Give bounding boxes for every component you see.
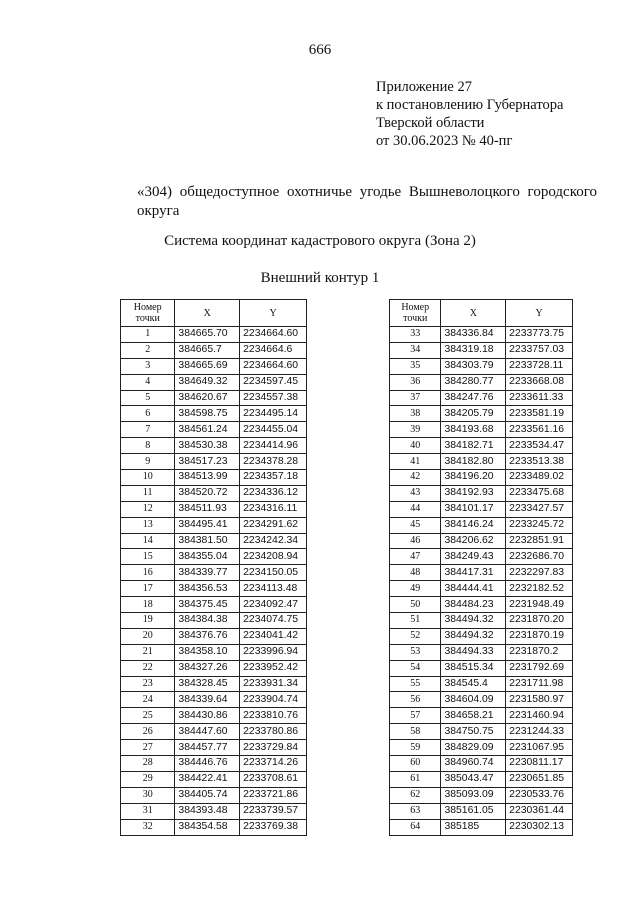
point-number-cell: 19 bbox=[121, 613, 175, 629]
x-cell: 384182.80 bbox=[441, 454, 506, 470]
y-cell: 2233668.08 bbox=[506, 374, 573, 390]
coordinate-system-title: Система координат кадастрового округа (Зона 2) bbox=[164, 233, 476, 249]
x-cell: 384494.32 bbox=[441, 628, 506, 644]
point-number-cell: 52 bbox=[390, 628, 441, 644]
y-cell: 2233708.61 bbox=[240, 771, 307, 787]
point-number-cell: 46 bbox=[390, 533, 441, 549]
y-cell: 2233996.94 bbox=[240, 644, 307, 660]
point-number-cell: 37 bbox=[390, 390, 441, 406]
x-cell: 384336.84 bbox=[441, 327, 506, 343]
table-row bbox=[121, 740, 307, 756]
x-cell: 384665.69 bbox=[175, 358, 240, 374]
table-row bbox=[390, 597, 573, 613]
x-cell: 384457.77 bbox=[175, 740, 240, 756]
x-cell: 384417.31 bbox=[441, 565, 506, 581]
point-number-cell: 28 bbox=[121, 756, 175, 772]
y-cell: 2234336.12 bbox=[240, 485, 307, 501]
y-cell: 2234041.42 bbox=[240, 628, 307, 644]
y-cell: 2233780.86 bbox=[240, 724, 307, 740]
table-row bbox=[121, 787, 307, 803]
point-number-cell: 35 bbox=[390, 358, 441, 374]
x-cell: 384358.10 bbox=[175, 644, 240, 660]
y-cell: 2233561.16 bbox=[506, 422, 573, 438]
y-cell: 2234664.6 bbox=[240, 342, 307, 358]
point-number-cell: 11 bbox=[121, 485, 175, 501]
y-cell: 2233427.57 bbox=[506, 501, 573, 517]
y-cell: 2233739.57 bbox=[240, 803, 307, 819]
y-cell: 2233714.26 bbox=[240, 756, 307, 772]
point-number-cell: 42 bbox=[390, 470, 441, 486]
y-cell: 2231580.97 bbox=[506, 692, 573, 708]
x-cell: 384381.50 bbox=[175, 533, 240, 549]
appendix-line: Приложение 27 bbox=[376, 79, 472, 95]
x-cell: 385161.05 bbox=[441, 803, 506, 819]
x-cell: 385093.09 bbox=[441, 787, 506, 803]
x-cell: 384530.38 bbox=[175, 438, 240, 454]
appendix-line: от 30.06.2023 № 40-пг bbox=[376, 133, 513, 149]
point-number-cell: 61 bbox=[390, 771, 441, 787]
header-y: Y bbox=[506, 300, 573, 327]
point-number-cell: 48 bbox=[390, 565, 441, 581]
x-cell: 384375.45 bbox=[175, 597, 240, 613]
point-number-cell: 51 bbox=[390, 613, 441, 629]
x-cell: 384620.67 bbox=[175, 390, 240, 406]
y-cell: 2233611.33 bbox=[506, 390, 573, 406]
y-cell: 2232686.70 bbox=[506, 549, 573, 565]
y-cell: 2234291.62 bbox=[240, 517, 307, 533]
header-x: X bbox=[441, 300, 506, 327]
table-row bbox=[121, 327, 307, 343]
point-number-cell: 9 bbox=[121, 454, 175, 470]
y-cell: 2230361.44 bbox=[506, 803, 573, 819]
table-row bbox=[390, 533, 573, 549]
x-cell: 384430.86 bbox=[175, 708, 240, 724]
point-number-cell: 60 bbox=[390, 756, 441, 772]
y-cell: 2233721.86 bbox=[240, 787, 307, 803]
table-row bbox=[121, 454, 307, 470]
x-cell: 384303.79 bbox=[441, 358, 506, 374]
x-cell: 384339.77 bbox=[175, 565, 240, 581]
y-cell: 2234092.47 bbox=[240, 597, 307, 613]
y-cell: 2233769.38 bbox=[240, 819, 307, 835]
x-cell: 384247.76 bbox=[441, 390, 506, 406]
x-cell: 384494.32 bbox=[441, 613, 506, 629]
y-cell: 2231792.69 bbox=[506, 660, 573, 676]
point-number-cell: 50 bbox=[390, 597, 441, 613]
y-cell: 2234597.45 bbox=[240, 374, 307, 390]
x-cell: 384205.79 bbox=[441, 406, 506, 422]
coordinates-table-left bbox=[120, 299, 307, 836]
x-cell: 384405.74 bbox=[175, 787, 240, 803]
table-row bbox=[390, 692, 573, 708]
point-number-cell: 1 bbox=[121, 327, 175, 343]
point-number-cell: 47 bbox=[390, 549, 441, 565]
point-number-cell: 18 bbox=[121, 597, 175, 613]
point-number-cell: 45 bbox=[390, 517, 441, 533]
point-number-cell: 6 bbox=[121, 406, 175, 422]
point-number-cell: 14 bbox=[121, 533, 175, 549]
x-cell: 385043.47 bbox=[441, 771, 506, 787]
table-row bbox=[390, 628, 573, 644]
y-cell: 2234074.75 bbox=[240, 613, 307, 629]
point-number-cell: 4 bbox=[121, 374, 175, 390]
point-number-cell: 2 bbox=[121, 342, 175, 358]
x-cell: 384495.41 bbox=[175, 517, 240, 533]
table-row bbox=[121, 613, 307, 629]
table-row bbox=[121, 374, 307, 390]
y-cell: 2234316.11 bbox=[240, 501, 307, 517]
point-number-cell: 12 bbox=[121, 501, 175, 517]
y-cell: 2231067.95 bbox=[506, 740, 573, 756]
table-row bbox=[390, 708, 573, 724]
table-row bbox=[390, 803, 573, 819]
y-cell: 2231870.20 bbox=[506, 613, 573, 629]
x-cell: 384206.62 bbox=[441, 533, 506, 549]
table-row bbox=[390, 438, 573, 454]
table-row bbox=[121, 819, 307, 835]
y-cell: 2233729.84 bbox=[240, 740, 307, 756]
point-number-cell: 21 bbox=[121, 644, 175, 660]
y-cell: 2233810.76 bbox=[240, 708, 307, 724]
point-number-cell: 13 bbox=[121, 517, 175, 533]
point-number-cell: 63 bbox=[390, 803, 441, 819]
x-cell: 384101.17 bbox=[441, 501, 506, 517]
table-row bbox=[390, 740, 573, 756]
point-number-cell: 44 bbox=[390, 501, 441, 517]
x-cell: 384328.45 bbox=[175, 676, 240, 692]
table-row bbox=[121, 485, 307, 501]
y-cell: 2233581.19 bbox=[506, 406, 573, 422]
y-cell: 2232297.83 bbox=[506, 565, 573, 581]
table-row bbox=[121, 803, 307, 819]
coordinates-table-right bbox=[389, 299, 573, 836]
point-number-cell: 58 bbox=[390, 724, 441, 740]
point-number-cell: 57 bbox=[390, 708, 441, 724]
x-cell: 384658.21 bbox=[441, 708, 506, 724]
point-number-cell: 23 bbox=[121, 676, 175, 692]
point-number-cell: 17 bbox=[121, 581, 175, 597]
page-number: 666 bbox=[308, 42, 332, 58]
table-row bbox=[390, 756, 573, 772]
table-row bbox=[390, 644, 573, 660]
x-cell: 384960.74 bbox=[441, 756, 506, 772]
x-cell: 384520.72 bbox=[175, 485, 240, 501]
table-row bbox=[121, 390, 307, 406]
y-cell: 2230533.76 bbox=[506, 787, 573, 803]
x-cell: 384376.76 bbox=[175, 628, 240, 644]
appendix-line: к постановлению Губернатора bbox=[376, 97, 564, 113]
point-number-cell: 53 bbox=[390, 644, 441, 660]
table-row bbox=[390, 819, 573, 835]
point-number-cell: 41 bbox=[390, 454, 441, 470]
point-number-cell: 5 bbox=[121, 390, 175, 406]
x-cell: 384193.68 bbox=[441, 422, 506, 438]
y-cell: 2230651.85 bbox=[506, 771, 573, 787]
table-row bbox=[121, 581, 307, 597]
table-row bbox=[390, 406, 573, 422]
table-row bbox=[390, 660, 573, 676]
y-cell: 2231870.19 bbox=[506, 628, 573, 644]
point-number-cell: 15 bbox=[121, 549, 175, 565]
table-row bbox=[121, 676, 307, 692]
x-cell: 384146.24 bbox=[441, 517, 506, 533]
point-number-cell: 30 bbox=[121, 787, 175, 803]
x-cell: 384319.18 bbox=[441, 342, 506, 358]
table-row bbox=[121, 771, 307, 787]
y-cell: 2234113.48 bbox=[240, 581, 307, 597]
y-cell: 2234495.14 bbox=[240, 406, 307, 422]
point-number-cell: 8 bbox=[121, 438, 175, 454]
table-row bbox=[390, 549, 573, 565]
point-number-cell: 20 bbox=[121, 628, 175, 644]
x-cell: 384249.43 bbox=[441, 549, 506, 565]
y-cell: 2234242.34 bbox=[240, 533, 307, 549]
y-cell: 2234378.28 bbox=[240, 454, 307, 470]
x-cell: 384196.20 bbox=[441, 470, 506, 486]
header-point-number: Номер точки bbox=[390, 300, 441, 327]
x-cell: 384356.53 bbox=[175, 581, 240, 597]
point-number-cell: 34 bbox=[390, 342, 441, 358]
table-row bbox=[390, 327, 573, 343]
point-number-cell: 32 bbox=[121, 819, 175, 835]
point-number-cell: 62 bbox=[390, 787, 441, 803]
table-row bbox=[390, 342, 573, 358]
point-number-cell: 3 bbox=[121, 358, 175, 374]
table-row bbox=[390, 501, 573, 517]
table-row bbox=[121, 724, 307, 740]
table-row bbox=[390, 454, 573, 470]
y-cell: 2230302.13 bbox=[506, 819, 573, 835]
y-cell: 2232182.52 bbox=[506, 581, 573, 597]
y-cell: 2231711.98 bbox=[506, 676, 573, 692]
x-cell: 384649.32 bbox=[175, 374, 240, 390]
table-row bbox=[121, 517, 307, 533]
point-number-cell: 40 bbox=[390, 438, 441, 454]
point-number-cell: 43 bbox=[390, 485, 441, 501]
x-cell: 384339.64 bbox=[175, 692, 240, 708]
y-cell: 2233931.34 bbox=[240, 676, 307, 692]
table-row bbox=[390, 374, 573, 390]
table-row bbox=[121, 470, 307, 486]
point-number-cell: 7 bbox=[121, 422, 175, 438]
y-cell: 2233728.11 bbox=[506, 358, 573, 374]
y-cell: 2233904.74 bbox=[240, 692, 307, 708]
point-number-cell: 49 bbox=[390, 581, 441, 597]
point-number-cell: 26 bbox=[121, 724, 175, 740]
point-number-cell: 55 bbox=[390, 676, 441, 692]
x-cell: 384665.7 bbox=[175, 342, 240, 358]
point-number-cell: 24 bbox=[121, 692, 175, 708]
header-point-number: Номер точки bbox=[121, 300, 175, 327]
table-row bbox=[121, 597, 307, 613]
y-cell: 2234150.05 bbox=[240, 565, 307, 581]
point-number-cell: 56 bbox=[390, 692, 441, 708]
table-row bbox=[121, 406, 307, 422]
x-cell: 384511.93 bbox=[175, 501, 240, 517]
x-cell: 384750.75 bbox=[441, 724, 506, 740]
table-row bbox=[121, 501, 307, 517]
y-cell: 2233513.38 bbox=[506, 454, 573, 470]
appendix-block bbox=[376, 78, 563, 150]
y-cell: 2234664.60 bbox=[240, 327, 307, 343]
point-number-cell: 31 bbox=[121, 803, 175, 819]
section-heading: «304) общедоступное охотничье угодье Вышневолоцкого городского округа bbox=[137, 184, 597, 219]
x-cell: 384545.4 bbox=[441, 676, 506, 692]
table-row bbox=[121, 549, 307, 565]
y-cell: 2231870.2 bbox=[506, 644, 573, 660]
table-row bbox=[390, 470, 573, 486]
y-cell: 2234557.38 bbox=[240, 390, 307, 406]
y-cell: 2232851.91 bbox=[506, 533, 573, 549]
table-header-row bbox=[390, 300, 573, 327]
table-row bbox=[390, 422, 573, 438]
table-row bbox=[121, 692, 307, 708]
y-cell: 2233952.42 bbox=[240, 660, 307, 676]
x-cell: 384354.58 bbox=[175, 819, 240, 835]
point-number-cell: 16 bbox=[121, 565, 175, 581]
x-cell: 384446.76 bbox=[175, 756, 240, 772]
y-cell: 2233773.75 bbox=[506, 327, 573, 343]
y-cell: 2234208.94 bbox=[240, 549, 307, 565]
table-row bbox=[390, 485, 573, 501]
table-row bbox=[390, 565, 573, 581]
point-number-cell: 39 bbox=[390, 422, 441, 438]
point-number-cell: 33 bbox=[390, 327, 441, 343]
table-row bbox=[121, 644, 307, 660]
table-row bbox=[390, 358, 573, 374]
table-row bbox=[390, 724, 573, 740]
point-number-cell: 54 bbox=[390, 660, 441, 676]
table-row bbox=[390, 676, 573, 692]
table-row bbox=[390, 581, 573, 597]
y-cell: 2234664.60 bbox=[240, 358, 307, 374]
y-cell: 2233489.02 bbox=[506, 470, 573, 486]
table-row bbox=[121, 628, 307, 644]
table-row bbox=[121, 533, 307, 549]
table-row bbox=[121, 342, 307, 358]
point-number-cell: 36 bbox=[390, 374, 441, 390]
table-row bbox=[121, 438, 307, 454]
x-cell: 384829.09 bbox=[441, 740, 506, 756]
point-number-cell: 22 bbox=[121, 660, 175, 676]
point-number-cell: 64 bbox=[390, 819, 441, 835]
table-row bbox=[390, 613, 573, 629]
x-cell: 384393.48 bbox=[175, 803, 240, 819]
x-cell: 384598.75 bbox=[175, 406, 240, 422]
table-row bbox=[390, 517, 573, 533]
table-row bbox=[121, 422, 307, 438]
y-cell: 2231948.49 bbox=[506, 597, 573, 613]
x-cell: 384604.09 bbox=[441, 692, 506, 708]
point-number-cell: 59 bbox=[390, 740, 441, 756]
table-row bbox=[121, 660, 307, 676]
y-cell: 2233475.68 bbox=[506, 485, 573, 501]
header-x: X bbox=[175, 300, 240, 327]
table-row bbox=[121, 708, 307, 724]
x-cell: 384384.38 bbox=[175, 613, 240, 629]
x-cell: 384665.70 bbox=[175, 327, 240, 343]
x-cell: 384192.93 bbox=[441, 485, 506, 501]
table-row bbox=[390, 390, 573, 406]
x-cell: 384513.99 bbox=[175, 470, 240, 486]
y-cell: 2234455.04 bbox=[240, 422, 307, 438]
y-cell: 2230811.17 bbox=[506, 756, 573, 772]
table-header-row bbox=[121, 300, 307, 327]
table-row bbox=[390, 787, 573, 803]
point-number-cell: 29 bbox=[121, 771, 175, 787]
x-cell: 384280.77 bbox=[441, 374, 506, 390]
point-number-cell: 10 bbox=[121, 470, 175, 486]
point-number-cell: 27 bbox=[121, 740, 175, 756]
x-cell: 384561.24 bbox=[175, 422, 240, 438]
table-row bbox=[390, 771, 573, 787]
x-cell: 384494.33 bbox=[441, 644, 506, 660]
contour-title: Внешний контур 1 bbox=[260, 270, 380, 286]
x-cell: 384327.26 bbox=[175, 660, 240, 676]
point-number-cell: 25 bbox=[121, 708, 175, 724]
table-row bbox=[121, 358, 307, 374]
y-cell: 2231244.33 bbox=[506, 724, 573, 740]
x-cell: 384517.23 bbox=[175, 454, 240, 470]
y-cell: 2233757.03 bbox=[506, 342, 573, 358]
x-cell: 384444.41 bbox=[441, 581, 506, 597]
x-cell: 384484.23 bbox=[441, 597, 506, 613]
y-cell: 2234357.18 bbox=[240, 470, 307, 486]
x-cell: 384447.60 bbox=[175, 724, 240, 740]
point-number-cell: 38 bbox=[390, 406, 441, 422]
table-row bbox=[121, 756, 307, 772]
table-row bbox=[121, 565, 307, 581]
appendix-line: Тверской области bbox=[376, 115, 485, 131]
header-y: Y bbox=[240, 300, 307, 327]
x-cell: 384422.41 bbox=[175, 771, 240, 787]
y-cell: 2234414.96 bbox=[240, 438, 307, 454]
x-cell: 384515.34 bbox=[441, 660, 506, 676]
x-cell: 385185 bbox=[441, 819, 506, 835]
x-cell: 384355.04 bbox=[175, 549, 240, 565]
y-cell: 2233245.72 bbox=[506, 517, 573, 533]
x-cell: 384182.71 bbox=[441, 438, 506, 454]
y-cell: 2231460.94 bbox=[506, 708, 573, 724]
y-cell: 2233534.47 bbox=[506, 438, 573, 454]
